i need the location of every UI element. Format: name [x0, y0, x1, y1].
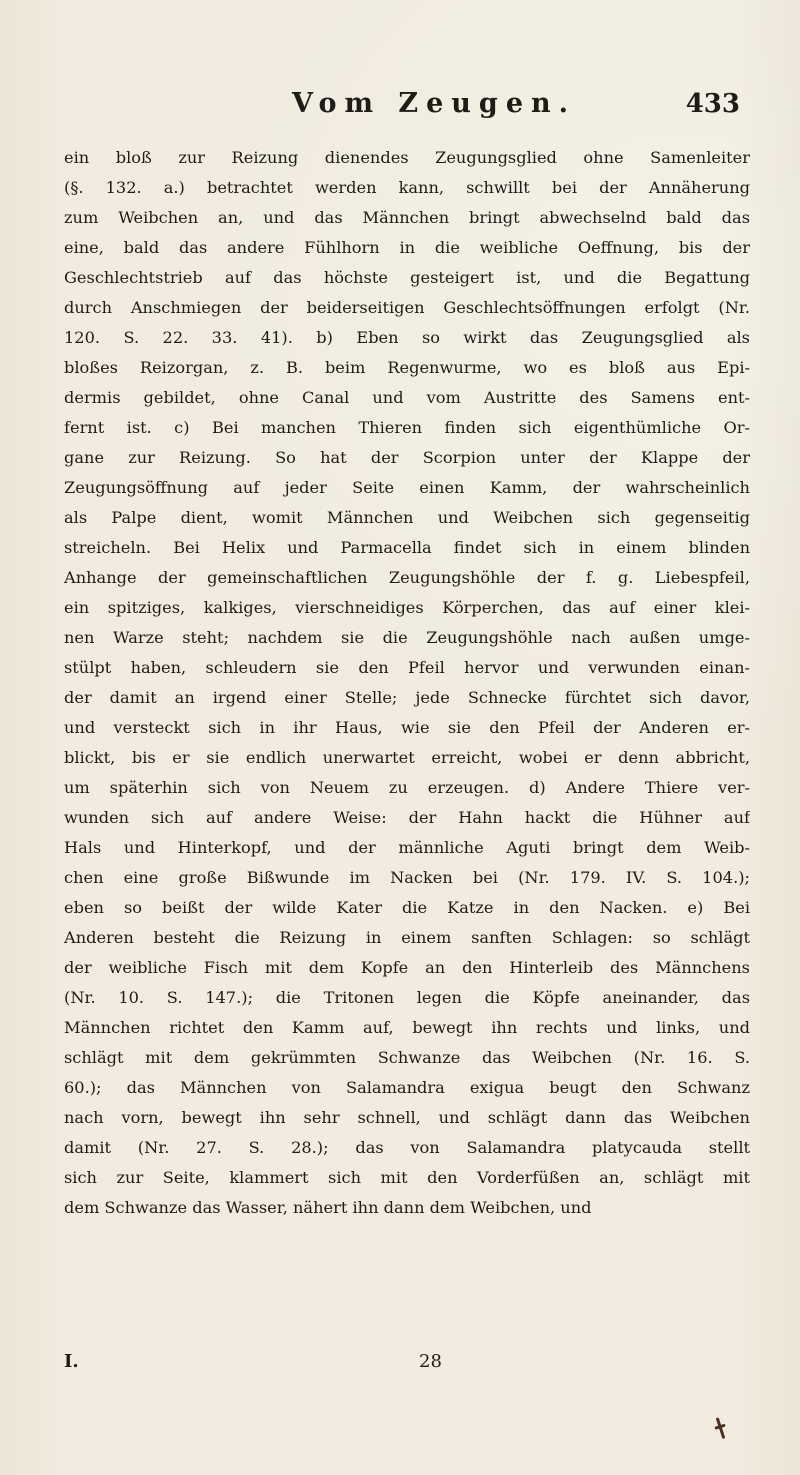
text-line-2: (§. 132. a.) betrachtet werden kann, schwillt bei der Annäherung	[64, 178, 750, 197]
text-line-11: gane zur Reizung. So hat der Scorpion unter der Klappe der	[64, 448, 750, 467]
text-line-26: eben so beißt der wilde Kater die Katze in den Nacken. e) Bei	[64, 898, 750, 917]
body-text	[64, 143, 750, 1223]
text-line-28: der weibliche Fisch mit dem Kopfe an den Hinterleib des Männchens	[64, 958, 750, 977]
text-line-27: Anderen besteht die Reizung in einem sanften Schlagen: so schlägt	[64, 928, 750, 947]
sheet-number: 28	[419, 1351, 442, 1372]
running-title: Vom Zeugen.	[291, 88, 577, 119]
text-line-1: ein bloß zur Reizung dienendes Zeugungsglied ohne Samenleiter	[64, 148, 750, 167]
text-line-24: Hals und Hinterkopf, und der männliche Aguti bringt dem Weib-	[64, 838, 750, 857]
text-line-23: wunden sich auf andere Weise: der Hahn hackt die Hühner auf	[64, 808, 750, 827]
text-line-36: dem Schwanze das Wasser, nähert ihn dann dem Weibchen, und	[64, 1198, 592, 1217]
text-line-34: damit (Nr. 27. S. 28.); das von Salamandra platycauda stellt	[64, 1138, 750, 1157]
text-line-20: und versteckt sich in ihr Haus, wie sie den Pfeil der Anderen er-	[64, 718, 750, 737]
text-line-19: der damit an irgend einer Stelle; jede Schnecke fürchtet sich davor,	[64, 688, 750, 707]
text-line-4: eine, bald das andere Fühlhorn in die weibliche Oeffnung, bis der	[64, 238, 750, 257]
sheet-signature: I.	[64, 1351, 79, 1372]
text-line-35: sich zur Seite, klammert sich mit den Vorderfüßen an, schlägt mit	[64, 1168, 750, 1187]
ink-mark-icon	[712, 1416, 730, 1441]
text-line-13: als Palpe dient, womit Männchen und Weibchen sich gegenseitig	[64, 508, 750, 527]
text-line-30: Männchen richtet den Kamm auf, bewegt ihn rechts und links, und	[64, 1018, 750, 1037]
text-line-10: fernt ist. c) Bei manchen Thieren finden sich eigenthümliche Or-	[64, 418, 750, 437]
text-line-22: um späterhin sich von Neuem zu erzeugen. d) Andere Thiere ver-	[64, 778, 750, 797]
text-line-6: durch Anschmiegen der beiderseitigen Geschlechtsöffnungen erfolgt (Nr.	[64, 298, 750, 317]
text-line-15: Anhange der gemeinschaftlichen Zeugungshöhle der f. g. Liebespfeil,	[64, 568, 750, 587]
text-line-29: (Nr. 10. S. 147.); die Tritonen legen die Köpfe aneinander, das	[64, 988, 750, 1007]
text-line-16: ein spitziges, kalkiges, vierschneidiges Körperchen, das auf einer klei-	[64, 598, 750, 617]
text-line-7: 120. S. 22. 33. 41). b) Eben so wirkt das Zeugungsglied als	[64, 328, 750, 347]
text-line-25: chen eine große Bißwunde im Nacken bei (Nr. 179. IV. S. 104.);	[64, 868, 750, 887]
page-header	[74, 88, 740, 126]
text-line-12: Zeugungsöffnung auf jeder Seite einen Kamm, der wahrscheinlich	[64, 478, 750, 497]
text-line-31: schlägt mit dem gekrümmten Schwanze das Weibchen (Nr. 16. S.	[64, 1048, 750, 1067]
page-footer	[64, 1347, 750, 1377]
text-line-8: bloßes Reizorgan, z. B. beim Regenwurme, wo es bloß aus Epi-	[64, 358, 750, 377]
text-line-14: streicheln. Bei Helix und Parmacella findet sich in einem blinden	[64, 538, 750, 557]
text-line-17: nen Warze steht; nachdem sie die Zeugungshöhle nach außen umge-	[64, 628, 750, 647]
page-number: 433	[685, 89, 740, 119]
text-line-5: Geschlechtstrieb auf das höchste gesteigert ist, und die Begattung	[64, 268, 750, 287]
text-line-33: nach vorn, bewegt ihn sehr schnell, und schlägt dann das Weibchen	[64, 1108, 750, 1127]
text-line-18: stülpt haben, schleudern sie den Pfeil hervor und verwunden einan-	[64, 658, 750, 677]
text-line-3: zum Weibchen an, und das Männchen bringt abwechselnd bald das	[64, 208, 750, 227]
text-line-9: dermis gebildet, ohne Canal und vom Austritte des Samens ent-	[64, 388, 750, 407]
text-line-32: 60.); das Männchen von Salamandra exigua beugt den Schwanz	[64, 1078, 750, 1097]
text-line-21: blickt, bis er sie endlich unerwartet erreicht, wobei er denn abbricht,	[64, 748, 750, 767]
